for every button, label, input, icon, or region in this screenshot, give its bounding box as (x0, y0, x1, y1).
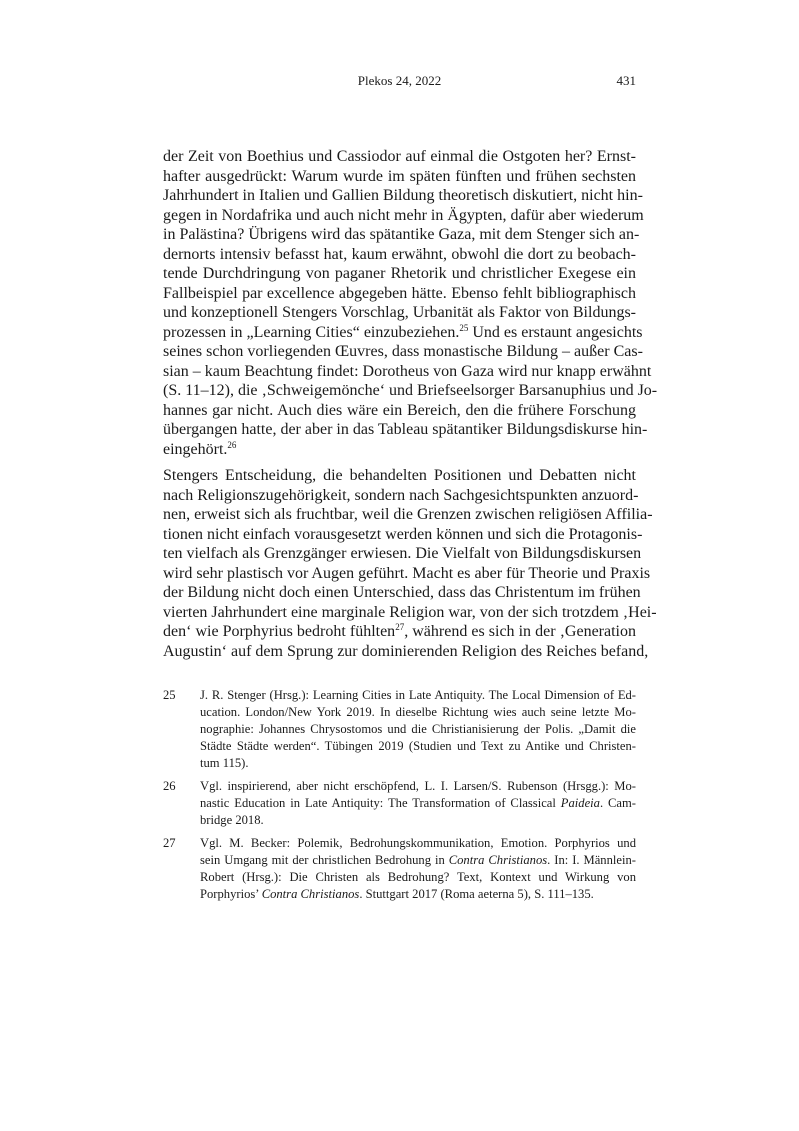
text-line (163, 225, 640, 245)
text-line (163, 186, 643, 206)
italic-title: Contra Christianos (448, 853, 548, 867)
text-run: Porphyrios’ (200, 887, 262, 901)
text-line (200, 869, 636, 886)
text-run: hannes gar nicht. Auch dies wäre ein Bereich, den die frühere Forschung (163, 401, 636, 419)
text-run: wird sehr plastisch vor Augen geführt. Macht es aber für Theorie und Praxis (163, 564, 651, 582)
text-run: nastic Education in Late Antiquity: The Transformation of Classical (200, 796, 561, 810)
text-run: in Palästina? Übrigens wird das spätantike Gaza, mit dem Stenger sich an- (163, 226, 640, 243)
text-line (163, 583, 641, 603)
italic-title: Contra Christianos (261, 887, 360, 901)
text-line (163, 264, 636, 284)
text-run: . Cam- (599, 796, 636, 810)
footnote (163, 835, 636, 903)
text-run: tionen nicht einfach vorausgesetzt werden können und sich die Protagonis- (163, 525, 643, 543)
text-run: sein Umgang mit der christlichen Bedrohung in (200, 853, 449, 867)
text-line (163, 362, 652, 382)
text-run: der Zeit von Boethius und Cassiodor auf einmal die Ostgoten her? Ernst- (163, 148, 636, 165)
footnote-number: 26 (163, 779, 176, 793)
text-run: seines schon vorliegenden Œuvres, dass monastische Bildung – außer Cas- (163, 343, 643, 360)
text-line (200, 795, 636, 812)
text-line (200, 835, 636, 852)
text-run: nen, erweist sich als fruchtbar, weil die Grenzen zwischen religiösen Affilia- (163, 506, 653, 523)
text-line (163, 505, 653, 525)
text-run: , während es sich in der ‚Generation (404, 623, 637, 640)
text-run: tum 115). (200, 756, 249, 770)
footnote-number: 27 (163, 836, 176, 850)
text-run: J. R. Stenger (Hrsg.): Learning Cities in Late Antiquity. The Local Dimension of Ed- (200, 688, 636, 702)
paragraph (163, 466, 657, 661)
text-run: . Stuttgart 2017 (Roma aeterna 5), S. 111–135. (359, 887, 594, 901)
text-line (163, 147, 636, 167)
text-run: Jahrhundert in Italien und Gallien Bildung theoretisch diskutiert, nicht hin- (163, 187, 643, 204)
text-run: Stengers Entscheidung, die behandelten Positionen und Debatten nicht (163, 467, 636, 484)
text-run: den‘ wie Porphyrius bedroht fühlten (163, 623, 396, 640)
text-run: gegen in Nordafrika und auch nicht mehr in Ägypten, dafür aber wiederum (163, 206, 644, 224)
footnote (163, 687, 636, 772)
footnote-reference[interactable]: 25 (459, 322, 469, 333)
text-line (163, 284, 636, 304)
text-line (163, 342, 643, 362)
text-line (200, 886, 636, 903)
text-run: übergangen hatte, der aber in das Tableau spätantiker Bildungsdiskurse hin- (163, 421, 648, 438)
text-line (163, 401, 636, 421)
text-run: dernorts intensiv befasst hat, kaum erwähnt, obwohl die dort zu beobach- (163, 245, 636, 263)
text-run: ten vielfach als Grenzgänger erwiesen. Die Vielfalt von Bildungsdiskursen (163, 545, 642, 562)
text-run: nographie: Johannes Chrysostomos und die Christianisierung der Polis. „Damit die (200, 722, 636, 736)
running-header: Plekos 24, 2022 (357, 73, 442, 88)
text-line (163, 322, 643, 343)
text-line (163, 486, 639, 506)
text-line (163, 206, 644, 226)
text-run: . In: I. Männlein- (547, 853, 636, 867)
text-line (200, 755, 636, 772)
text-line (163, 622, 636, 642)
text-run: vierten Jahrhundert eine marginale Religion war, von der sich trotzdem ‚Hei- (163, 603, 657, 621)
text-line (163, 564, 651, 584)
text-line (200, 687, 636, 704)
text-run: Städte Städte werden“. Tübingen 2019 (Studien und Text zu Antike und Christen- (200, 739, 636, 753)
text-line (163, 440, 636, 460)
text-line (200, 852, 636, 869)
text-run: hafter ausgedrückt: Warum wurde im späten fünften und frühen sechsten (163, 167, 636, 185)
text-line (163, 642, 649, 662)
text-line (200, 704, 636, 721)
text-run: ucation. London/New York 2019. In dieselbe Richtung wies auch seine letzte Mo- (200, 705, 636, 719)
italic-title: Paideia (560, 796, 600, 810)
text-line (200, 721, 636, 738)
text-line (163, 603, 657, 623)
text-run: nach Religionszugehörigkeit, sondern nach Sachgesichtspunkten anzuord- (163, 486, 639, 504)
text-line (163, 525, 643, 545)
text-run: Robert (Hrsg.): Die Christen als Bedrohung? Text, Kontext und Wirkung von (200, 870, 636, 884)
footnote (163, 778, 636, 829)
text-line (163, 167, 636, 187)
text-line (163, 303, 636, 323)
page-number: 431 (616, 73, 636, 88)
text-run: Fallbeispiel par excellence abgegeben hätte. Ebenso fehlt bibliographisch (163, 284, 636, 302)
text-run: der Bildung nicht doch einen Unterschied, dass das Christentum im frühen (163, 584, 641, 601)
text-run: bridge 2018. (200, 813, 264, 827)
text-run: Und es erstaunt angesichts (468, 323, 643, 341)
text-line (163, 245, 636, 265)
body-text (163, 147, 658, 661)
text-run: prozessen in „Learning Cities“ einzubeziehen. (163, 323, 460, 341)
text-line (163, 544, 642, 564)
text-line (163, 381, 658, 401)
paragraph (163, 147, 658, 459)
text-line (200, 738, 636, 755)
text-run: (S. 11–12), die ‚Schweigemönche‘ und Briefseelsorger Barsanuphius und Jo- (163, 382, 658, 399)
footnote-reference[interactable]: 27 (395, 622, 405, 632)
text-run: eingehört. (163, 440, 228, 458)
text-run: Augustin‘ auf dem Sprung zur dominierenden Religion des Reiches befand, (163, 642, 649, 660)
text-run: sian – kaum Beachtung findet: Dorotheus von Gaza wird nur knapp erwähnt (163, 362, 652, 380)
text-line (163, 466, 636, 486)
text-line (200, 812, 636, 829)
text-line (163, 420, 648, 440)
footnote-reference[interactable]: 26 (227, 439, 237, 450)
text-run: Vgl. M. Becker: Polemik, Bedrohungskommunikation, Emotion. Porphyrios und (200, 836, 636, 850)
footnote-number: 25 (163, 688, 176, 702)
text-run: tende Durchdringung von paganer Rhetorik und christlicher Exegese ein (163, 265, 636, 282)
footnotes (163, 687, 636, 903)
text-line (200, 778, 636, 795)
text-run: Vgl. inspirierend, aber nicht erschöpfend, L. I. Larsen/S. Rubenson (Hrsgg.): Mo- (200, 779, 636, 793)
text-column (163, 147, 658, 909)
text-run: und konzeptionell Stengers Vorschlag, Urbanität als Faktor von Bildungs- (163, 304, 636, 321)
